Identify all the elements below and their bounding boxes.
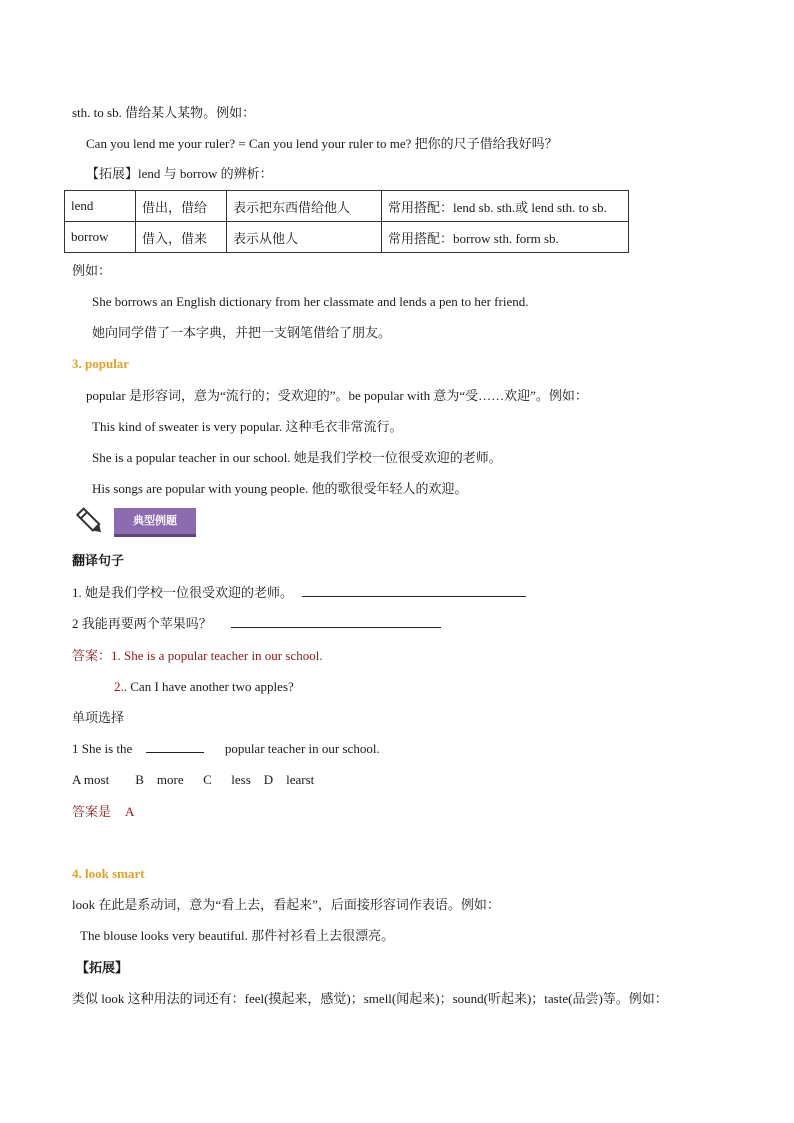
- answer-line: [72, 647, 323, 665]
- subsection-title: 单项选择: [72, 710, 125, 725]
- table-row: [65, 222, 629, 253]
- answer-blank: [146, 740, 204, 753]
- answer-label: 答案是: [72, 804, 112, 819]
- text-line: popular 是形容词，意为“流行的；受欢迎的”。be popular with 意为“受……欢迎”。例如：: [86, 388, 588, 403]
- text-line: 例如：: [72, 263, 112, 278]
- table-cell: 常用搭配：lend sb. sth.或 lend sth. to sb.: [382, 191, 629, 222]
- example-translation: 她向同学借了一本字典，并把一支钢笔借给了朋友。: [92, 325, 392, 340]
- section-heading: 3. popular: [72, 356, 130, 371]
- question-text: 2 我能再要两个苹果吗？: [72, 616, 212, 631]
- example-sentence: The blouse looks very beautiful. 那件衬衫看上去很漂亮。: [80, 928, 395, 943]
- table-cell: 表示从他人: [227, 222, 382, 253]
- badge-label: 典型例题: [114, 508, 196, 537]
- text-line: sth. to sb. 借给某人某物。例如：: [72, 105, 256, 120]
- comparison-table: [64, 190, 629, 253]
- answer-blank: [231, 615, 441, 628]
- question-text: 1 She is the: [72, 741, 133, 756]
- table-row: [65, 191, 629, 222]
- text-line: 类似 look 这种用法的词还有：feel(摸起来，感觉)；smell(闻起来)；sound(听起来)；taste(品尝)等。例如：: [72, 991, 668, 1006]
- example-sentence: She is a popular teacher in our school. 她是我们学校一位很受欢迎的老师。: [92, 450, 502, 465]
- answer-label: 答案：: [72, 648, 112, 663]
- example-sentence: This kind of sweater is very popular. 这种毛衣非常流行。: [92, 419, 403, 434]
- answer-blank: [302, 584, 526, 597]
- pencil-icon: [74, 506, 106, 538]
- table-cell: 借出，借给: [136, 191, 227, 222]
- table-cell: 表示把东西借给他人: [227, 191, 382, 222]
- section-heading: 4. look smart: [72, 866, 145, 881]
- question-text: popular teacher in our school.: [224, 741, 380, 756]
- question-text: 1. 她是我们学校一位很受欢迎的老师。: [72, 585, 294, 600]
- question: [72, 584, 526, 602]
- question: [72, 615, 441, 633]
- answer-line: [72, 803, 134, 821]
- typical-example-banner: [74, 506, 198, 538]
- answer-number: 2.: [114, 679, 124, 694]
- answer-text: A: [125, 804, 135, 819]
- answer-line: [114, 678, 294, 696]
- extension-title: 【拓展】: [76, 960, 129, 975]
- table-cell: 借入，借来: [136, 222, 227, 253]
- table-cell: borrow: [65, 222, 136, 253]
- table-cell: lend: [65, 191, 136, 222]
- extension-title: 【拓展】lend 与 borrow 的辨析：: [86, 166, 273, 181]
- question: [72, 740, 380, 758]
- example-sentence: Can you lend me your ruler? = Can you lend your ruler to me? 把你的尺子借给我好吗？: [86, 136, 558, 151]
- example-sentence: She borrows an English dictionary from her classmate and lends a pen to her friend.: [92, 294, 529, 309]
- answer-text: 1. She is a popular teacher in our school.: [111, 648, 323, 663]
- example-sentence: His songs are popular with young people. 他的歌很受年轻人的欢迎。: [92, 481, 468, 496]
- table-cell: 常用搭配：borrow sth. form sb.: [382, 222, 629, 253]
- answer-text: . Can I have another two apples?: [123, 679, 294, 694]
- subsection-title: 翻译句子: [72, 553, 125, 568]
- text-line: look 在此是系动词，意为“看上去，看起来”，后面接形容词作表语。例如：: [72, 897, 500, 912]
- options: A most B more C less D learst: [72, 772, 315, 787]
